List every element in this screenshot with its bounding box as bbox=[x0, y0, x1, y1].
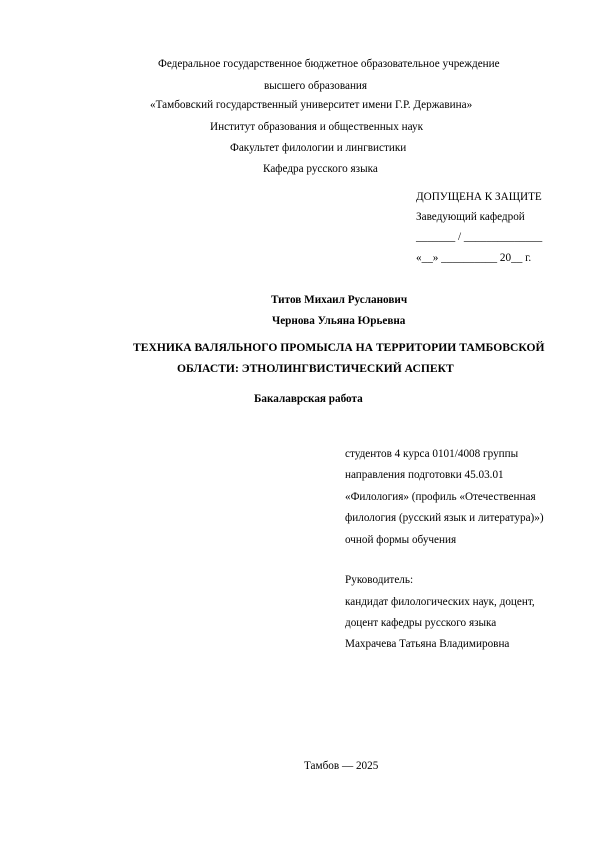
thesis-title-line-2: ОБЛАСТИ: ЭТНОЛИНГВИСТИЧЕСКИЙ АСПЕКТ bbox=[177, 362, 454, 375]
supervisor-name: Махрачева Татьяна Владимировна bbox=[345, 638, 510, 650]
author-name-1: Титов Михаил Русланович bbox=[271, 294, 408, 306]
header-line-university: «Тамбовский государственный университет имени Г.Р. Державина» bbox=[150, 99, 473, 111]
approval-head-of-department: Заведующий кафедрой bbox=[416, 211, 525, 223]
supervisor-degree: кандидат филологических наук, доцент, bbox=[345, 596, 535, 608]
header-line-faculty: Факультет филологии и лингвистики bbox=[230, 142, 407, 154]
header-line-education-level: высшего образования bbox=[264, 80, 368, 92]
students-line-2: направления подготовки 45.03.01 bbox=[345, 469, 504, 481]
supervisor-position: доцент кафедры русского языка bbox=[345, 617, 497, 629]
students-line-4: филология (русский язык и литература)») bbox=[345, 512, 544, 524]
approval-heading: ДОПУЩЕНА К ЗАЩИТЕ bbox=[416, 191, 542, 203]
approval-signature-line: _______ / ______________ bbox=[416, 231, 543, 243]
students-line-1: студентов 4 курса 0101/4008 группы bbox=[345, 448, 519, 460]
thesis-title-line-1: ТЕХНИКА ВАЛЯЛЬНОГО ПРОМЫСЛА НА ТЕРРИТОРИИ ТАМБОВСКОЙ bbox=[133, 341, 545, 354]
supervisor-heading: Руководитель: bbox=[345, 574, 414, 586]
header-line-institution-type: Федеральное государственное бюджетное образовательное учреждение bbox=[158, 58, 500, 70]
approval-date-line: «__» __________ 20__ г. bbox=[416, 252, 532, 264]
footer-city-year: Тамбов — 2025 bbox=[304, 760, 379, 772]
students-line-3: «Филология» (профиль «Отечественная bbox=[345, 491, 536, 503]
header-line-institute: Институт образования и общественных наук bbox=[210, 121, 423, 133]
students-line-5: очной формы обучения bbox=[345, 534, 457, 546]
work-type: Бакалаврская работа bbox=[254, 393, 363, 405]
header-line-department: Кафедра русского языка bbox=[263, 163, 378, 175]
author-name-2: Чернова Ульяна Юрьевна bbox=[272, 315, 406, 327]
